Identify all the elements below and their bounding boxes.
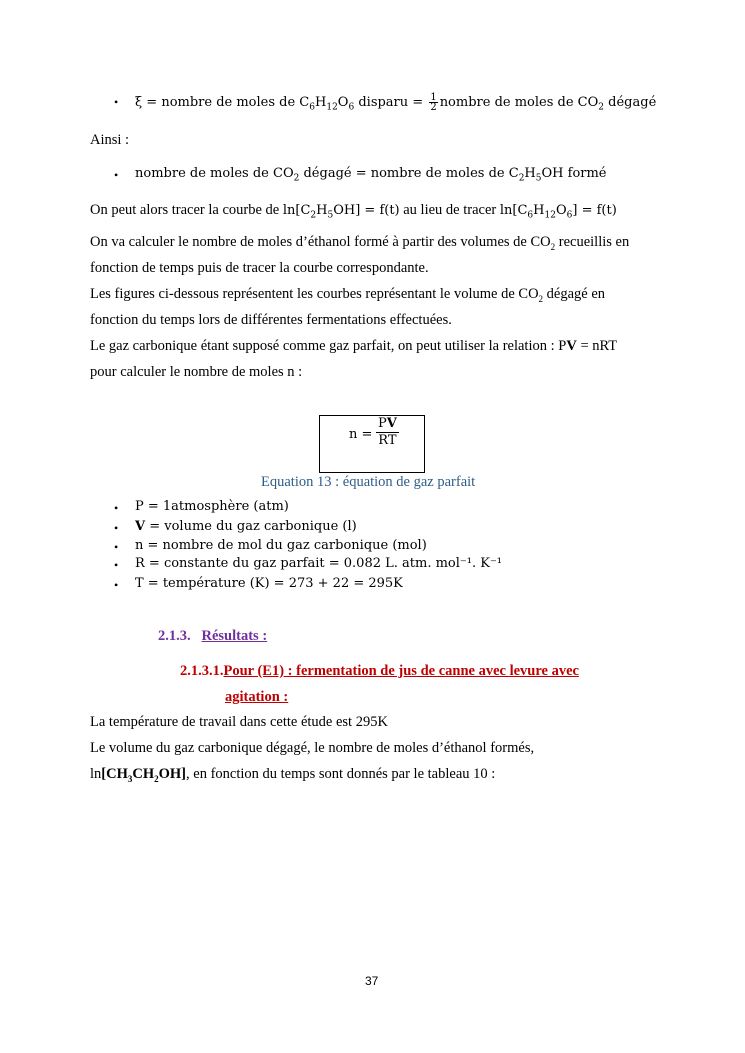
ethanol-log-expression — [282, 203, 400, 221]
para2-line2: Le volume du gaz carbonique dégagé, le nombre de moles d’éthanol formés, — [90, 740, 535, 756]
equation-fraction — [376, 416, 399, 449]
text-run: O — [337, 95, 349, 110]
variable-symbol: P — [135, 499, 144, 514]
xi-definition-line — [135, 93, 656, 113]
section-title: Résultats : — [201, 628, 268, 644]
text-run: nombre de moles de CO — [439, 95, 599, 110]
text-run: O — [555, 203, 567, 218]
variable-symbol: V — [135, 519, 146, 534]
fraction-denominator: 2 — [430, 102, 437, 113]
text-run: = nRT — [576, 338, 618, 354]
text-run: dégagé — [604, 95, 657, 110]
bullet-marker: • — [114, 168, 119, 182]
subscript: 2 — [310, 210, 317, 221]
subscript: 6 — [566, 210, 573, 221]
text-run: H — [315, 95, 327, 110]
text-run: H — [533, 203, 545, 218]
variable-symbol: R — [135, 556, 145, 571]
text-run: ln[C — [282, 203, 311, 218]
fraction-one-half — [429, 93, 437, 112]
subscript: 12 — [326, 102, 338, 113]
para1-line6: pour calculer le nombre de moles n : — [90, 364, 303, 380]
text-run: H — [316, 203, 328, 218]
text-run: H — [524, 166, 536, 181]
text-run: recueillis en — [555, 234, 630, 250]
equation-caption: Equation 13 : équation de gaz parfait — [261, 474, 476, 490]
subscript: 5 — [535, 173, 542, 184]
glucose-log-expression — [499, 203, 617, 221]
section-number: 2.1.3.1. — [180, 663, 224, 679]
bullet-marker: • — [114, 521, 119, 535]
text-run: OH formé — [541, 166, 607, 181]
text-run: On peut alors tracer la courbe de — [90, 202, 283, 218]
bullet-marker: • — [114, 501, 119, 515]
section-heading-results — [158, 628, 267, 645]
bold-text: V — [386, 416, 397, 431]
para1-line3 — [90, 286, 605, 304]
subscript: 2 — [518, 173, 525, 184]
ainsi-text: Ainsi : — [90, 132, 130, 148]
subsection-heading-e1 — [180, 663, 579, 680]
bullet-marker: • — [114, 95, 119, 109]
variable-description: = constante du gaz parfait = 0.082 L. atm. mol⁻¹. K⁻¹ — [144, 556, 503, 571]
variable-symbol: T — [135, 576, 144, 591]
text-run: dégagé = nombre de moles de C — [299, 166, 519, 181]
subscript: 6 — [348, 102, 355, 113]
fraction-numerator: 1 — [430, 92, 437, 103]
para1-line4: fonction du temps lors de différentes fermentations effectuées. — [90, 312, 452, 328]
subscript: 3 — [127, 773, 133, 784]
text-run: [CH — [101, 766, 128, 782]
text-run: ln[C — [499, 203, 528, 218]
text-run: CH — [132, 766, 155, 782]
subscript: 2 — [154, 773, 159, 784]
equation-box — [319, 415, 425, 473]
text-run: ln — [90, 766, 102, 782]
section-number: 2.1.3. — [158, 628, 191, 644]
equation-denominator: RT — [378, 433, 397, 448]
subscript: 2 — [598, 102, 605, 113]
text-run: On va calculer le nombre de moles d’éthanol formé à partir des volumes de CO — [90, 234, 551, 250]
text-run: au lieu de tracer — [399, 202, 500, 218]
bullet-marker: • — [114, 578, 119, 592]
para2-line3 — [90, 766, 495, 784]
variable-item-v — [135, 519, 357, 534]
variable-symbol: n — [135, 538, 144, 553]
para1-line2: fonction de temps puis de tracer la courbe correspondante. — [90, 260, 429, 276]
text-run: P — [378, 416, 387, 431]
para1-line5 — [90, 338, 617, 355]
variable-item-t — [135, 576, 403, 591]
equation-lhs: n = — [349, 427, 373, 442]
para1-line1 — [90, 234, 629, 252]
text-run: OH] — [158, 766, 187, 782]
curve-tracing-line — [90, 202, 617, 221]
subscript: 12 — [544, 210, 556, 221]
text-run: disparu = — [354, 95, 428, 110]
para2-line1: La température de travail dans cette étude est 295K — [90, 714, 388, 730]
variable-description: = 1atmosphère (atm) — [143, 499, 289, 514]
moles-equality-line — [135, 166, 607, 184]
variable-item-r — [135, 556, 502, 571]
subscript: 2 — [538, 293, 544, 304]
text-run: dégagé en — [543, 286, 606, 302]
text-run: nombre de moles de CO — [135, 166, 294, 181]
variable-description: = volume du gaz carbonique (l) — [145, 519, 357, 534]
variable-item-n — [135, 538, 427, 553]
subscript: 5 — [327, 210, 334, 221]
variable-description: = nombre de mol du gaz carbonique (mol) — [143, 538, 427, 553]
text-run: Les figures ci-dessous représentent les courbes représentant le volume de CO — [90, 286, 539, 302]
text-run: , en fonction du temps sont donnés par le tableau 10 : — [186, 766, 496, 782]
ethanol-formula — [101, 766, 186, 782]
page-number: 37 — [365, 974, 379, 988]
text-run: ] = f(t) — [572, 203, 617, 218]
text-run: ξ = nombre de moles de C — [135, 95, 310, 110]
subscript: 2 — [293, 173, 300, 184]
subscript: 6 — [309, 102, 315, 113]
bullet-marker: • — [114, 540, 119, 554]
equation-numerator — [376, 416, 399, 433]
variable-item-p — [135, 499, 289, 514]
section-title: Pour (E1) : fermentation de jus de canne avec levure avec — [223, 663, 579, 679]
variable-description: = température (K) = 273 + 22 = 295K — [143, 576, 403, 591]
bold-text: V — [566, 338, 577, 354]
subscript: 2 — [550, 241, 556, 252]
subscript: 6 — [527, 210, 534, 221]
bullet-marker: • — [114, 558, 119, 572]
text-run: Le gaz carbonique étant supposé comme gaz parfait, on peut utiliser la relation : P — [90, 338, 567, 354]
section-title: agitation : — [225, 689, 289, 705]
text-run: OH] = f(t) — [333, 203, 400, 218]
subsection-heading-e1-cont — [225, 689, 288, 706]
